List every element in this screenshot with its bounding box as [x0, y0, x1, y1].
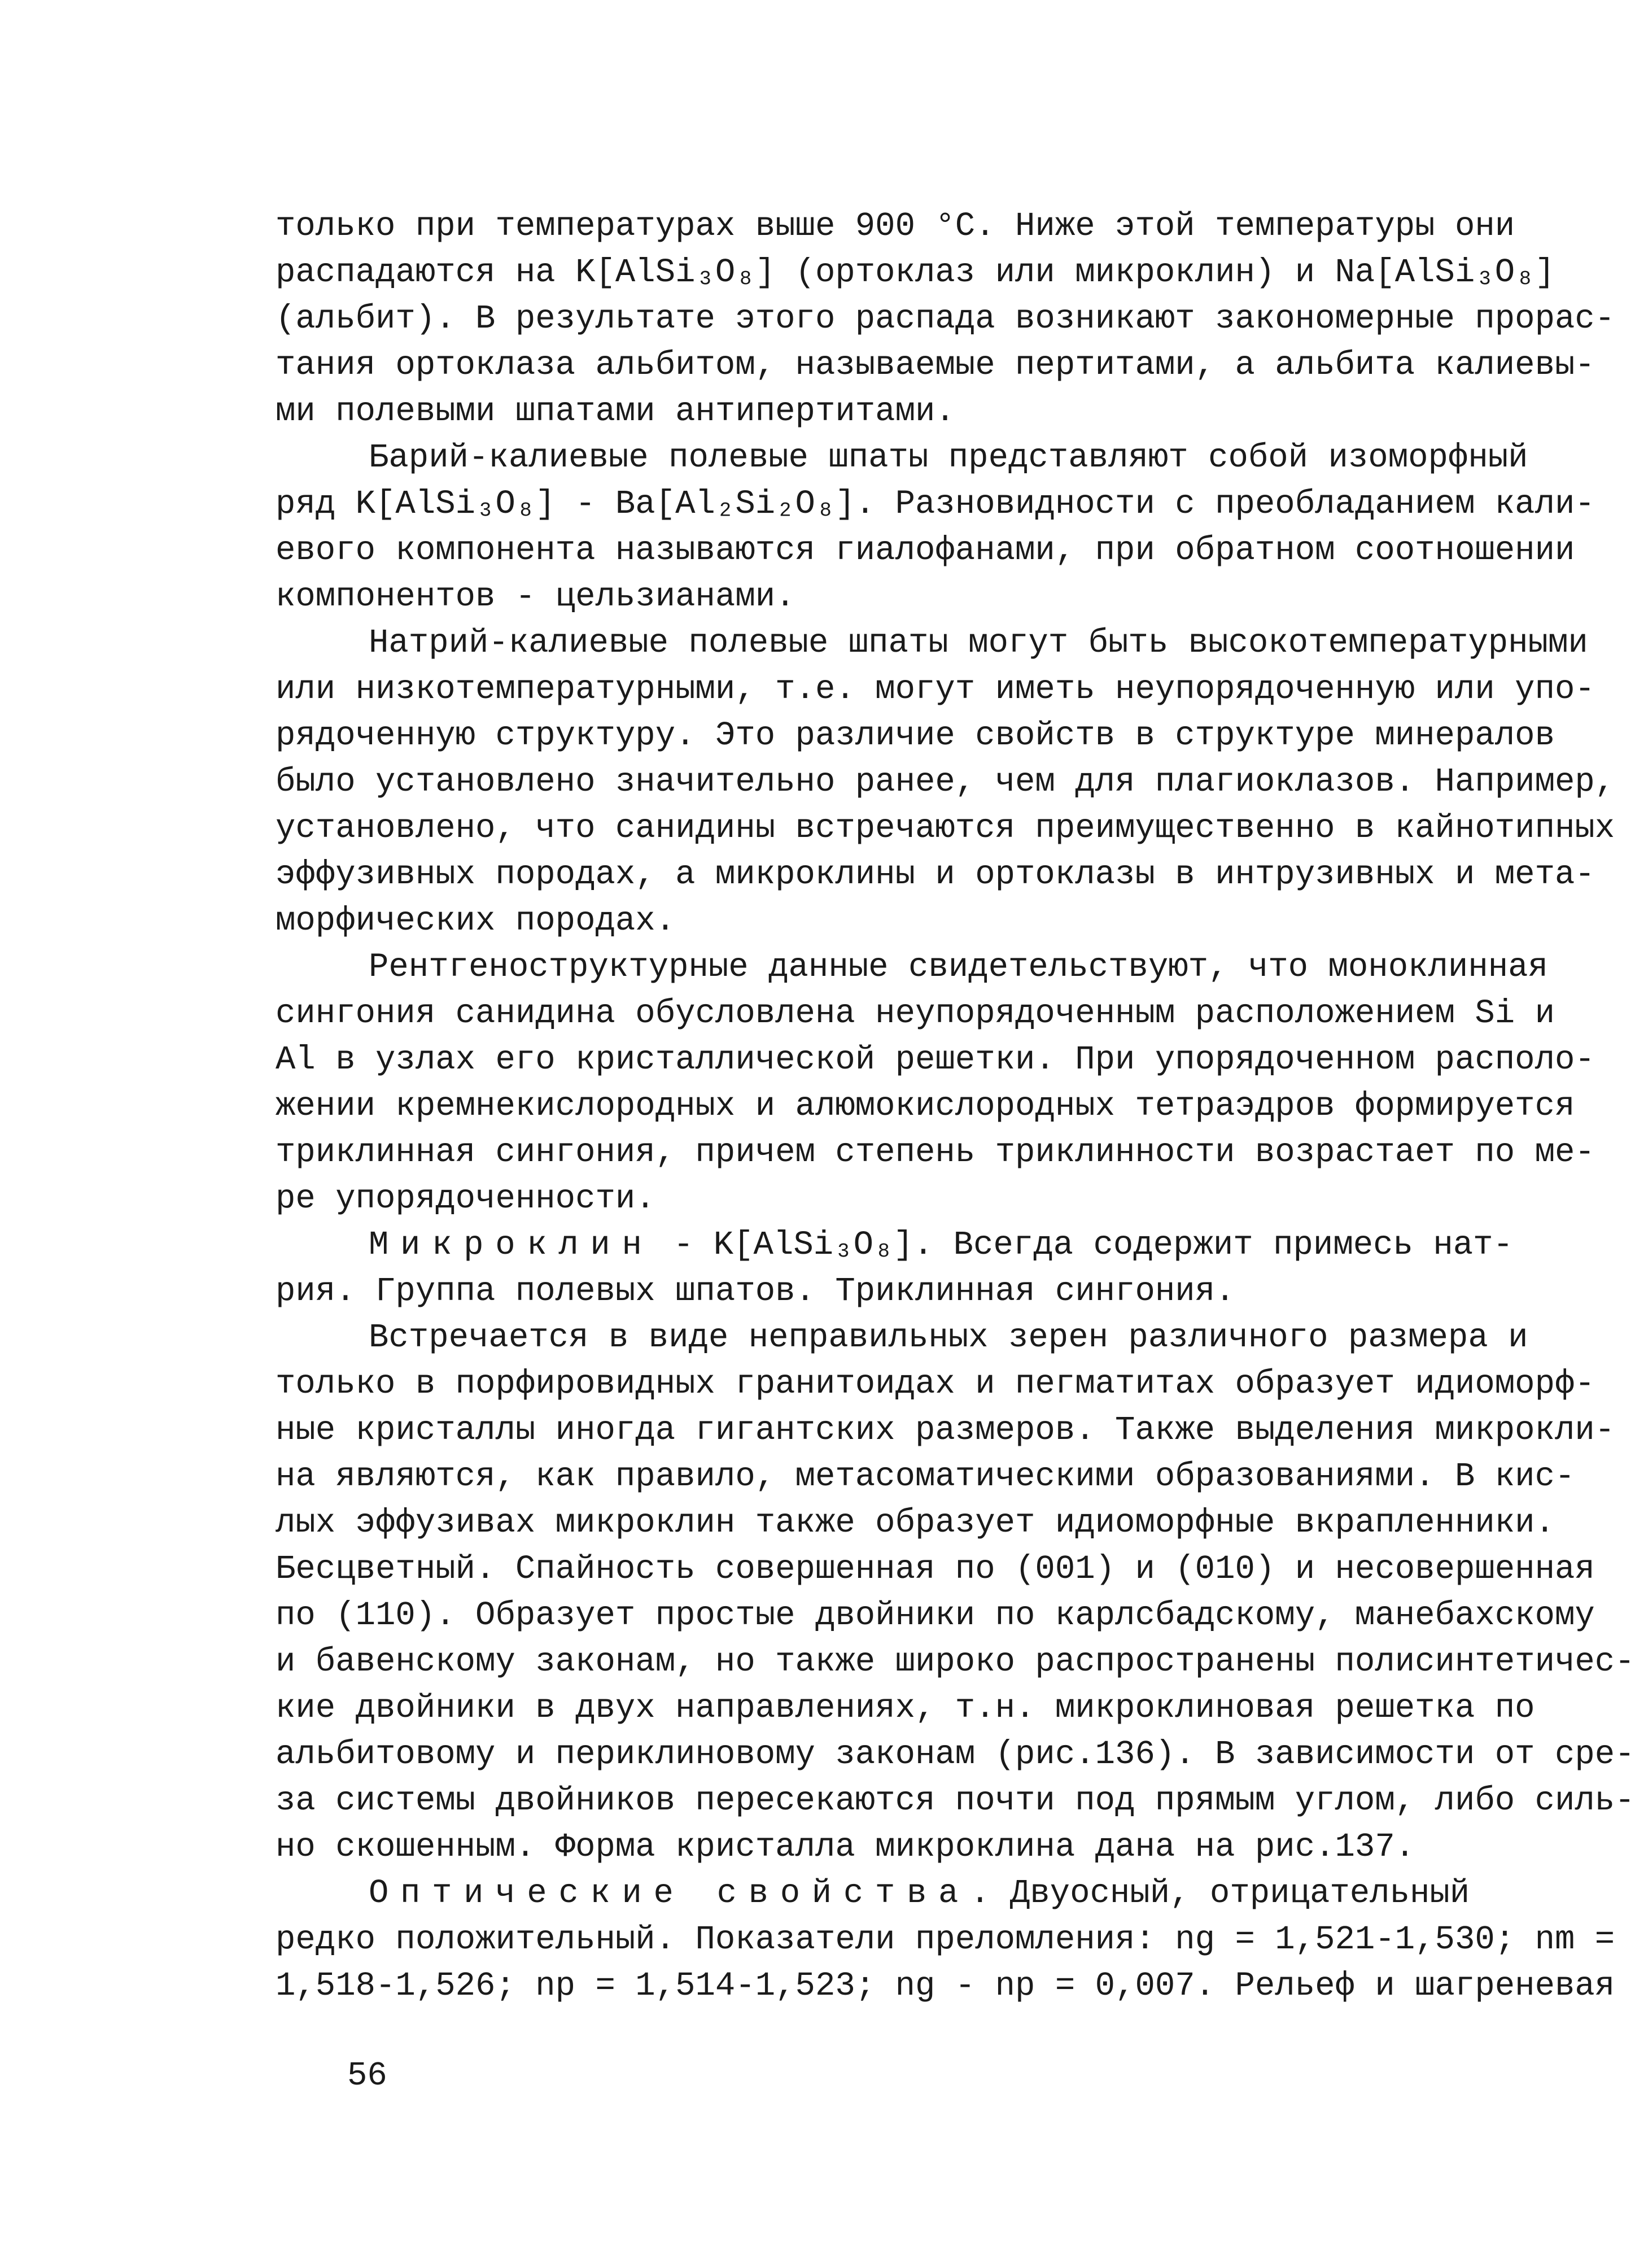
text-line: эффузивных породах, а микроклины и ортоклазы в интрузивных и мета- — [276, 856, 1595, 893]
text-line: ре упорядоченности. — [276, 1180, 655, 1218]
text-line: Бесцветный. Спайность совершенная по (001) и (010) и несовершенная — [276, 1550, 1595, 1588]
page-number: 56 — [347, 2057, 387, 2095]
mineral-formula: - K[AlSi₃O₈]. — [653, 1226, 954, 1264]
text-line: установлено, что санидины встречаются преимущественно в кайнотипных — [276, 809, 1615, 847]
text-line: триклинная сингония, причем степень триклинности возрастает по ме- — [276, 1133, 1595, 1171]
mineral-heading: Микроклин — [369, 1226, 654, 1264]
text-line: Встречается в виде неправильных зерен различного размера и — [369, 1319, 1528, 1357]
text-line: распадаются на K[AlSi₃O₈] (ортоклаз или микроклин) и Na[AlSi₃O₈] — [276, 254, 1555, 291]
text-line: или низкотемпературными, т.е. могут иметь неупорядоченную или упо- — [276, 670, 1595, 708]
text-line: рия. Группа полевых шпатов. Триклинная сингония. — [276, 1272, 1235, 1310]
optics-heading-line — [276, 1870, 1470, 1917]
text-line: евого компонента называются гиалофанами, при обратном соотношении — [276, 531, 1575, 569]
text-line: лых эффузивах микроклин также образует идиоморфные вкрапленники. — [276, 1504, 1555, 1542]
mineral-heading-line — [276, 1222, 1513, 1268]
text-line: (альбит). В результате этого распада возникают закономерные прорас- — [276, 300, 1615, 338]
text-line: Рентгеноструктурные данные свидетельствуют, что моноклинная — [369, 948, 1548, 986]
text-line: Натрий-калиевые полевые шпаты могут быть высокотемпературными — [369, 624, 1588, 662]
text-line: Двуосный, отрицательный — [1009, 1874, 1470, 1912]
text-line: редко положительный. Показатели преломления: ng = 1,521-1,530; nm = — [276, 1921, 1615, 1959]
text-line: альбитовому и периклиновому законам (рис.136). В зависимости от сре- — [276, 1735, 1635, 1773]
text-line: жении кремнекислородных и алюмокислородных тетраэдров формируется — [276, 1087, 1575, 1125]
text-line: но скошенным. Форма кристалла микроклина дана на рис.137. — [276, 1828, 1415, 1866]
text-line: только при температурах выше 900 °С. Ниже этой температуры они — [276, 207, 1515, 245]
optics-heading: Оптические свойства — [369, 1874, 970, 1912]
text-line: кие двойники в двух направлениях, т.н. микроклиновая решетка по — [276, 1689, 1535, 1727]
text-line: компонентов - цельзианами. — [276, 578, 795, 616]
text-line: 1,518-1,526; np = 1,514-1,523; ng - np = 0,007. Рельеф и шагреневая — [276, 1967, 1615, 2005]
text-line: по (110). Образует простые двойники по карлсбадскому, манебахскому — [276, 1597, 1595, 1634]
text-line: Al в узлах его кристаллической решетки. При упорядоченном располо- — [276, 1041, 1595, 1079]
text-line: и бавенскому законам, но также широко распространены полисинтетичес- — [276, 1643, 1635, 1681]
text-line: на являются, как правило, метасоматическими образованиями. В кис- — [276, 1458, 1575, 1495]
text-line: ряд K[AlSi₃O₈] - Ba[Al₂Si₂O₈]. Разновидности с преобладанием кали- — [276, 485, 1595, 523]
text-line: за системы двойников пересекаются почти под прямым углом, либо силь- — [276, 1782, 1635, 1820]
text-line: Барий-калиевые полевые шпаты представляют собой изоморфный — [369, 439, 1528, 477]
text-line: тания ортоклаза альбитом, называемые пертитами, а альбита калиевы- — [276, 346, 1595, 384]
text-line: было установлено значительно ранее, чем для плагиоклазов. Например, — [276, 763, 1615, 801]
body-text — [276, 203, 1635, 2009]
text-line: сингония санидина обусловлена неупорядоченным расположением Si и — [276, 995, 1555, 1032]
text-line: ные кристаллы иногда гигантских размеров. Также выделения микрокли- — [276, 1411, 1615, 1449]
text-line: Всегда содержит примесь нат- — [953, 1226, 1513, 1264]
text-line: рядоченную структуру. Это различие свойств в структуре минералов — [276, 717, 1555, 754]
optics-separator: . — [970, 1874, 1010, 1912]
text-line: ми полевыми шпатами антипертитами. — [276, 392, 955, 430]
text-line: морфических породах. — [276, 902, 676, 940]
text-line: только в порфировидных гранитоидах и пегматитах образует идиоморф- — [276, 1365, 1595, 1403]
